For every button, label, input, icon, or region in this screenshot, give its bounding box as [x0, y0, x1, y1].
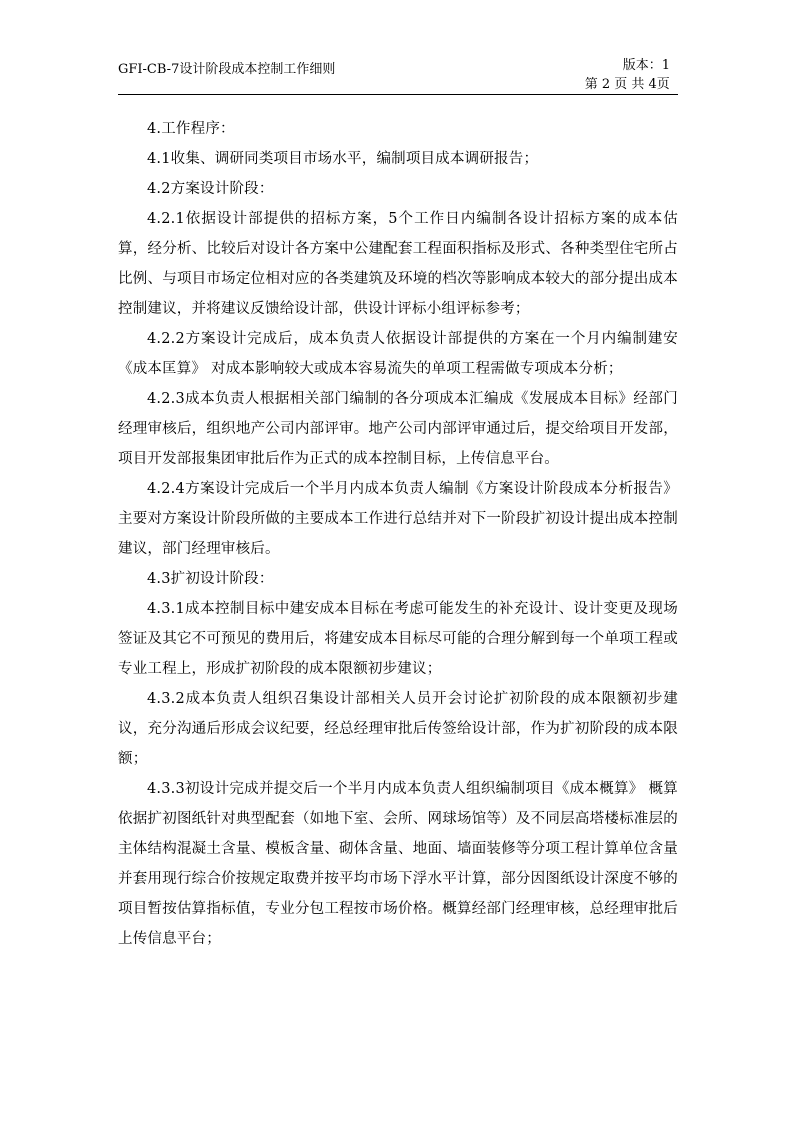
- paragraph-4-3-3: 4.3.3初设计完成并提交后一个半月内成本负责人组织编制项目《成本概算》 概算依据扩初图纸针对典型配套（如地下室、会所、网球场馆等）及不同层高塔楼标准层的主体结构混凝土含量、模板含量、砌体含量、地面、墙面装修等分项工程计算单位含量并套用现行综合价按规定取费并按平均市场下浮水平计算，部分因图纸设计深度不够的项目暂按估算指标值，专业分包工程按市场价格。概算经部门经理审核，总经理审批后上传信息平台；: [118, 781, 678, 947]
- document-title: GFI-CB-7设计阶段成本控制工作细则: [118, 62, 336, 77]
- paragraph-4-3-2: 4.3.2成本负责人组织召集设计部相关人员开会讨论扩初阶段的成本限额初步建议，充分沟通后形成会议纪要，经总经理审批后传签给设计部，作为扩初阶段的成本限额；: [118, 691, 678, 767]
- section-heading-scheme-design: 4.2方案设计阶段：: [147, 181, 274, 197]
- version-label: 版本：1: [622, 58, 670, 73]
- page-header: [118, 52, 678, 95]
- section-heading-work-procedure: 4.工作程序：: [147, 121, 235, 137]
- header-meta: [585, 56, 670, 94]
- paragraph-4-2-1: 4.2.1依据设计部提供的招标方案，5个工作日内编制各设计招标方案的成本估算，经分析、比较后对设计各方案中公建配套工程面积指标及形式、各种类型住宅所占比例、与项目市场定位相对应的各类建筑及环境的档次等影响成本较大的部分提出成本控制建议，并将建议反馈给设计部，供设计评标小组评标参考；: [118, 211, 678, 317]
- document-body: [118, 114, 678, 954]
- paragraph-4-2-3: 4.2.3成本负责人根据相关部门编制的各分项成本汇编成《发展成本目标》经部门经理审核后，组织地产公司内部评审。地产公司内部评审通过后，提交给项目开发部，项目开发部报集团审批后作为正式的成本控制目标，上传信息平台。: [118, 391, 678, 467]
- page-number: 第 2 页 共 4页: [584, 77, 670, 92]
- section-heading-preliminary-design: 4.3扩初设计阶段：: [147, 571, 274, 587]
- paragraph-4-2-2: 4.2.2方案设计完成后，成本负责人依据设计部提供的方案在一个月内编制建安《成本匡算》 对成本影响较大或成本容易流失的单项工程需做专项成本分析；: [118, 331, 678, 377]
- paragraph-4-2-4: 4.2.4方案设计完成后一个半月内成本负责人编制《方案设计阶段成本分析报告》 主要对方案设计阶段所做的主要成本工作进行总结并对下一阶段扩初设计提出成本控制建议，部门经理审核后。: [118, 481, 678, 557]
- paragraph-4-3-1: 4.3.1成本控制目标中建安成本目标在考虑可能发生的补充设计、设计变更及现场签证及其它不可预见的费用后，将建安成本目标尽可能的合理分解到每一个单项工程或专业工程上，形成扩初阶段的成本限额初步建议；: [118, 601, 678, 677]
- paragraph-4-1: 4.1收集、调研同类项目市场水平，编制项目成本调研报告；: [147, 151, 539, 167]
